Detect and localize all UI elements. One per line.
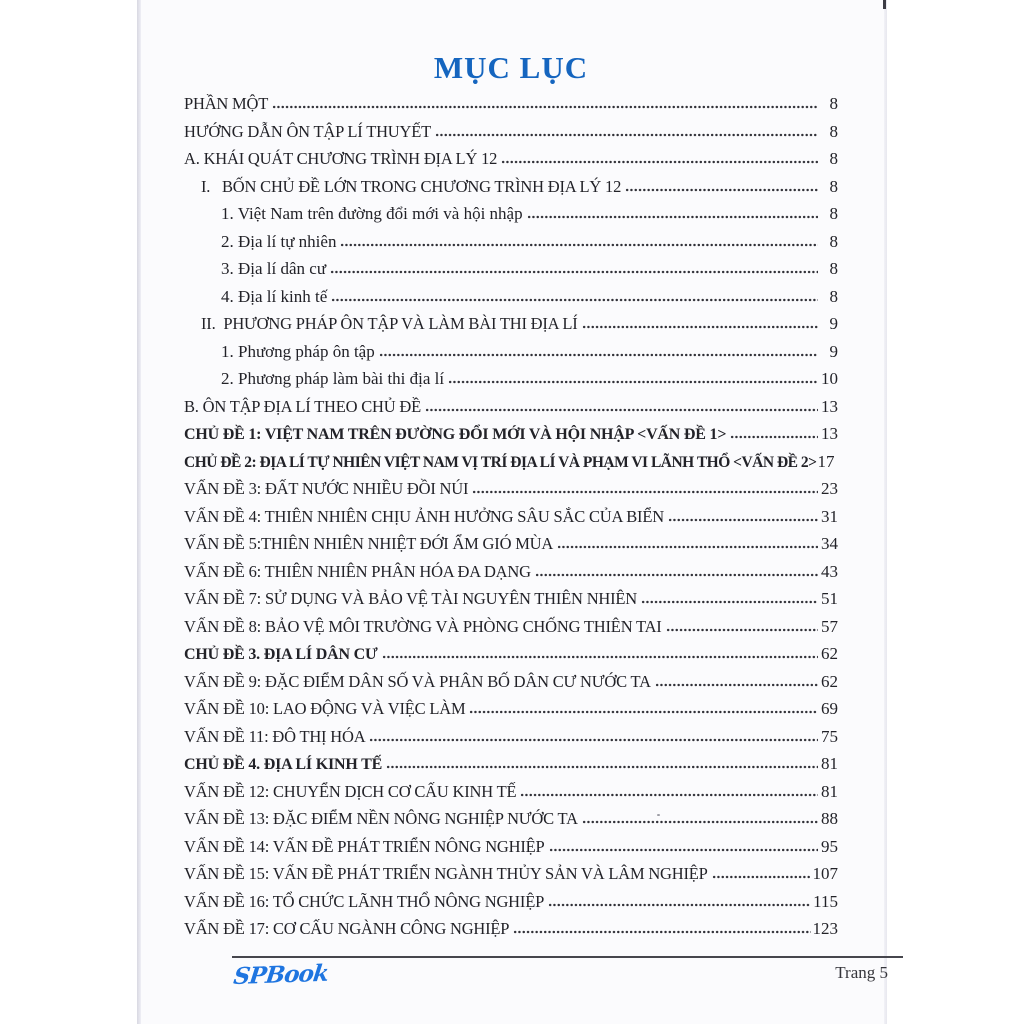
toc-row <box>184 778 838 806</box>
toc-row-label: A. KHÁI QUÁT CHƯƠNG TRÌNH ĐỊA LÝ 12 <box>184 149 498 168</box>
toc-row-label: VẤN ĐỀ 5:THIÊN NHIÊN NHIỆT ĐỚI ẨM GIÓ MÙA <box>184 534 554 553</box>
toc-row-page-number: 8 <box>829 121 838 141</box>
toc-row-label: VẤN ĐỀ 17: CƠ CẤU NGÀNH CÔNG NGHIỆP <box>184 919 510 938</box>
toc-row <box>184 448 838 476</box>
dot-leader <box>448 380 818 384</box>
spbook-logo: SPBook <box>232 959 330 990</box>
toc-row <box>184 338 838 366</box>
dot-leader <box>330 270 818 274</box>
dot-leader <box>548 903 811 907</box>
dot-leader <box>582 325 818 329</box>
toc-row-page-number: 8 <box>829 231 838 251</box>
toc-row-label: CHỦ ĐỀ 2: ĐỊA LÍ TỰ NHIÊN VIỆT NAM VỊ TRÍ ĐỊA LÍ VÀ PHẠM VI LÃNH THỔ <VẤN ĐỀ 2> <box>184 453 817 471</box>
toc-row-page-number: 9 <box>829 314 838 333</box>
dot-leader <box>379 353 818 357</box>
toc-row-label: 1. Việt Nam trên đường đổi mới và hội nhập <box>221 204 523 223</box>
dot-leader <box>557 545 818 549</box>
toc-row <box>184 915 838 943</box>
dot-leader <box>625 188 818 192</box>
toc-row <box>184 228 838 256</box>
toc-row <box>184 860 838 888</box>
toc-row-page-number: 81 <box>821 781 838 801</box>
toc-row <box>184 503 838 531</box>
toc-row-page-number: 88 <box>821 809 838 828</box>
toc-row-page-number: 107 <box>812 864 838 883</box>
toc-row-page-number: 81 <box>821 754 838 773</box>
dot-leader <box>472 490 818 494</box>
toc-row <box>184 90 838 118</box>
toc-row-page-number: 23 <box>821 479 838 498</box>
toc-row-label: II. PHƯƠNG PHÁP ÔN TẬP VÀ LÀM BÀI THI ĐỊA LÍ <box>201 314 578 333</box>
toc-row <box>184 805 838 833</box>
toc-row-label: HƯỚNG DẪN ÔN TẬP LÍ THUYẾT <box>184 121 431 141</box>
dot-leader <box>730 435 818 439</box>
toc-row-label: VẤN ĐỀ 12: CHUYỂN DỊCH CƠ CẤU KINH TẾ <box>184 781 517 801</box>
page-sheet <box>137 0 887 1024</box>
toc-row-label: VẤN ĐỀ 3: ĐẤT NƯỚC NHIỀU ĐỒI NÚI <box>184 479 469 498</box>
toc-row-label: VẤN ĐỀ 8: BẢO VỆ MÔI TRƯỜNG VÀ PHÒNG CHỐNG THIÊN TAI <box>184 616 662 636</box>
dot-leader <box>520 793 818 797</box>
dot-leader <box>655 683 818 687</box>
dot-leader <box>469 710 818 714</box>
toc-row <box>184 310 838 338</box>
toc-row-label: VẤN ĐỀ 13: ĐẶC ĐIỂM NỀN NÔNG NGHIỆP NƯỚC TA <box>184 809 578 828</box>
toc-row-label: 4. Địa lí kinh tế <box>221 286 328 306</box>
toc-row <box>184 888 838 916</box>
toc-row-label: VẤN ĐỀ 16: TỔ CHỨC LÃNH THỔ NÔNG NGHIỆP <box>184 891 545 911</box>
dot-leader <box>386 765 818 769</box>
dot-leader <box>340 243 818 247</box>
toc-row-label: VẤN ĐỀ 9: ĐẶC ĐIỂM DÂN SỐ VÀ PHÂN BỐ DÂN CƯ NƯỚC TA <box>184 671 651 691</box>
toc-row-page-number: 34 <box>821 534 838 553</box>
toc-row-label: VẤN ĐỀ 7: SỬ DỤNG VÀ BẢO VỆ TÀI NGUYÊN THIÊN NHIÊN <box>184 589 638 608</box>
toc-row <box>184 695 838 723</box>
toc-list <box>184 90 838 943</box>
toc-row-page-number: 13 <box>821 424 838 443</box>
toc-row-label: VẤN ĐỀ 14: VẤN ĐỀ PHÁT TRIỂN NÔNG NGHIỆP <box>184 836 545 856</box>
dot-leader <box>549 848 819 852</box>
dot-leader <box>668 518 818 522</box>
toc-row <box>184 365 838 393</box>
toc-row <box>184 723 838 751</box>
toc-row <box>184 530 838 558</box>
toc-row-label: 3. Địa lí dân cư <box>221 259 327 278</box>
dot-leader <box>425 408 818 412</box>
toc-row-label: CHỦ ĐỀ 3. ĐỊA LÍ DÂN CƯ <box>184 646 378 663</box>
toc-row-page-number: 8 <box>829 149 838 168</box>
dot-leader <box>641 600 818 604</box>
toc-row-page-number: 62 <box>821 671 838 691</box>
toc-row-page-number: 43 <box>821 561 838 581</box>
page-title: MỤC LỤC <box>433 50 589 85</box>
toc-row-label: PHẦN MỘT <box>184 94 269 113</box>
dot-leader <box>382 655 819 659</box>
toc-row <box>184 420 838 448</box>
toc-row-label: VẤN ĐỀ 10: LAO ĐỘNG VÀ VIỆC LÀM <box>184 699 466 718</box>
toc-row-label: B. ÔN TẬP ĐỊA LÍ THEO CHỦ ĐỀ <box>184 396 422 416</box>
dot-leader <box>501 160 818 164</box>
toc-row <box>184 173 838 201</box>
toc-row <box>184 255 838 283</box>
toc-row-label: VẤN ĐỀ 11: ĐÔ THỊ HÓA <box>184 726 366 746</box>
toc-row-page-number: 31 <box>821 506 838 526</box>
dot-leader <box>272 105 818 109</box>
toc-row <box>184 558 838 586</box>
toc-row <box>184 393 838 421</box>
toc-row-page-number: 9 <box>829 341 838 361</box>
toc-row-label: VẤN ĐỀ 4: THIÊN NHIÊN CHỊU ẢNH HƯỞNG SÂU SẮC CỦA BIỂN <box>184 506 664 526</box>
dot-leader <box>712 875 811 879</box>
toc-row-page-number: 8 <box>829 259 838 278</box>
toc-row-label: CHỦ ĐỀ 1: VIỆT NAM TRÊN ĐƯỜNG ĐỔI MỚI VÀ HỘI NHẬP <VẤN ĐỀ 1> <box>184 426 727 443</box>
dot-leader <box>527 215 818 219</box>
toc-row-page-number: 62 <box>821 644 838 663</box>
dot-leader <box>535 573 818 577</box>
dot-leader <box>369 738 818 742</box>
toc-row-page-number: 51 <box>821 589 838 608</box>
toc-row-label: VẤN ĐỀ 6: THIÊN NHIÊN PHÂN HÓA ĐA DẠNG <box>184 561 531 581</box>
dot-leader <box>331 298 818 302</box>
toc-row-label: I. BỐN CHỦ ĐỀ LỚN TRONG CHƯƠNG TRÌNH ĐỊA LÝ 12 <box>201 176 622 196</box>
toc-row-page-number: 69 <box>821 699 838 718</box>
toc-row <box>184 613 838 641</box>
toc-row-page-number: 8 <box>829 94 838 113</box>
toc-row <box>184 640 838 668</box>
toc-row-page-number: 75 <box>821 726 838 746</box>
toc-row-page-number: 10 <box>821 369 838 388</box>
toc-row-page-number: 95 <box>821 836 838 856</box>
toc-row <box>184 145 838 173</box>
page-content <box>184 0 888 1024</box>
toc-row-page-number: 8 <box>829 204 838 223</box>
toc-row-page-number: 57 <box>821 616 838 636</box>
toc-row <box>184 833 838 861</box>
toc-row <box>184 750 838 778</box>
page-left-edge <box>137 0 141 1024</box>
toc-row-page-number: 8 <box>829 176 838 196</box>
toc-row-label: VẤN ĐỀ 15: VẤN ĐỀ PHÁT TRIỂN NGÀNH THỦY SẢN VÀ LÂM NGHIỆP <box>184 864 708 883</box>
toc-row-page-number: 17 <box>817 451 835 471</box>
toc-row <box>184 668 838 696</box>
toc-row <box>184 200 838 228</box>
page-footer <box>232 956 903 990</box>
page-edge-tick <box>883 0 886 9</box>
toc-row-page-number: 123 <box>812 919 838 938</box>
page-right-edge <box>884 0 887 1024</box>
toc-row <box>184 118 838 146</box>
dot-leader <box>513 930 810 934</box>
toc-row-page-number: 115 <box>813 891 838 911</box>
toc-row-label: 1. Phương pháp ôn tập <box>221 341 375 361</box>
toc-row <box>184 585 838 613</box>
toc-row-label: 2. Địa lí tự nhiên <box>221 231 337 251</box>
toc-row-page-number: 8 <box>829 286 838 306</box>
dot-leader <box>582 820 818 824</box>
dot-leader <box>666 628 818 632</box>
toc-row-page-number: 13 <box>821 396 838 416</box>
page-number-label: Trang 5 <box>835 963 888 982</box>
toc-row <box>184 283 838 311</box>
toc-row <box>184 475 838 503</box>
toc-row-label: 2. Phương pháp làm bài thi địa lí <box>221 369 445 388</box>
toc-row-label: CHỦ ĐỀ 4. ĐỊA LÍ KINH TẾ <box>184 756 383 773</box>
dot-leader <box>435 133 818 137</box>
